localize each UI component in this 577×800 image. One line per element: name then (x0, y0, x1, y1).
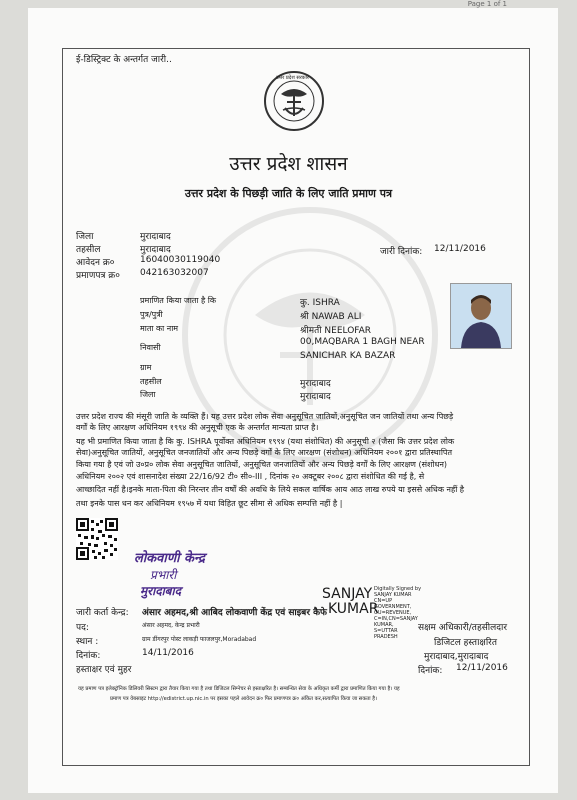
digital-signature-details: Digitally Signed by SANJAY KUMAR CN=UP GOVERNMENT, OU=REVENUE, C=IN,CN=SANJAY KUMAR, S=UTTAR PRADESH (374, 586, 422, 640)
qr-code-icon (76, 518, 118, 560)
mother-label: माता का नाम (140, 324, 179, 333)
officer-digital-sign: डिजिटल हस्ताक्षरित (434, 638, 497, 648)
body-line-8: तथा इनके पास धन कर अधिनियम १९५७ में यथा विहित छूट सीमा से अधिक सम्पत्ति नहीं है | (76, 499, 343, 508)
application-value: 16040030119040 (140, 255, 221, 265)
body-line-2: वर्गों के लिए आरक्षण अधिनियम १९९४ की अनुसूची एक के अन्तर्गत मान्यता प्राप्त है। (76, 423, 319, 432)
certificate-no-value: 042163032007 (140, 268, 209, 278)
certificate-no-label: प्रमाणपत्र क्र० (76, 271, 120, 281)
kendra-name: लोकवाणी केन्द्र (134, 551, 205, 566)
district-label: जिला (76, 232, 94, 242)
kendra-place: मुरादाबाद (140, 584, 182, 598)
officer-date-value: 12/11/2016 (456, 663, 508, 673)
officer-place: मुरादाबाद,मुरादाबाद (424, 652, 489, 662)
application-label: आवेदन क्र० (76, 258, 115, 268)
person-name: कु. ISHRA (300, 298, 340, 308)
footer-line-1: यह प्रमाण पत्र इलेक्ट्रॉनिक डिलिवरी सिस्टम द्वारा तैयार किया गया है तथा डिजिटल सिग्नेचर से हस्ताक्षरित है। सम्बन्धित सेवा के अधिकृत कर्मी द्वारा प्रमाणित किया गया है। यह (78, 686, 400, 692)
government-title: उत्तर प्रदेश शासन (229, 153, 348, 175)
issued-by-label: जारी कर्ता केन्द्र: (76, 608, 129, 618)
issuer-date-label: दिनांक: (76, 651, 101, 661)
person-district-label: जिला (140, 390, 156, 399)
body-line-7: आच्छादित नहीं है।इनके माता-पिता की निरन्तर तीन वर्षों की अवधि के लिये सकल वार्षिक आय आठ लाख रुपये या इससे अधिक नहीं है (76, 485, 465, 494)
sign-seal-label: हस्ताक्षर एवं मुहर (76, 665, 132, 675)
tehsil-value: मुरादाबाद (140, 245, 171, 255)
issue-date-value: 12/11/2016 (434, 244, 486, 254)
father-name: श्री NAWAB ALI (300, 312, 362, 322)
place-label: स्थान : (76, 637, 99, 647)
person-tehsil-label: तहसील (140, 377, 162, 386)
district-value: मुरादाबाद (140, 232, 171, 242)
signer-name-line2: KUMAR (328, 601, 379, 617)
body-line-3: यह भी प्रमाणित किया जाता है कि कु. ISHRA पूर्वोक्त अधिनियम १९९४ (यथा संशोधित) की अनुसूची २ (जैसा कि उत्तर प्रदेश लोक (76, 437, 455, 446)
certify-label: प्रमाणित किया जाता है कि (140, 296, 217, 305)
officer-date-label: दिनांक: (418, 666, 443, 676)
applicant-photo (450, 283, 512, 349)
tehsil-label: तहसील (76, 245, 101, 255)
issue-date-label: जारी दिनांक: (380, 247, 423, 257)
page-marker: Page 1 of 1 (467, 0, 507, 8)
resident-label: निवासी (140, 343, 161, 352)
header-note: ई-डिस्ट्रिक्ट के अन्तर्गत जारी.. (76, 55, 172, 65)
certificate-title: उत्तर प्रदेश के पिछड़ी जाति के लिए जाति प्रमाण पत्र (184, 187, 393, 200)
body-line-1: उत्तर प्रदेश राज्य की मंसूरी जाति के व्यक्ति हैं। यह उत्तर प्रदेश लोक सेवा अनुसूचित जातियों,अनुसूचित जन जातियों तथा अन्य पिछड़े (76, 412, 454, 421)
place-value: ग्राम डींगरपुर पोस्ट लाकड़ी फाजलपुर,Moradabad (142, 636, 257, 643)
body-line-6: अधिनियम २००२ एवं शासनादेश संख्या 22/16/92 टी० सी०-III , दिनांक २० अक्टूबर २००८ द्वारा संशोधित की गई है, से (76, 472, 425, 481)
parent-label: पुत्र/पुत्री (140, 310, 163, 319)
body-line-4: सेवा)अनुसूचित जातियों, अनुसूचित जनजातियों और अन्य पिछड़े वर्गों के लिए आरक्षण (संशोधन) अधिनियम २००१ द्वारा प्रतिस्थापित (76, 448, 452, 457)
mother-name: श्रीमती NEELOFAR (300, 326, 372, 336)
issuer-date-value: 14/11/2016 (142, 648, 194, 658)
address-line1: 00,MAQBARA 1 BAGH NEAR (300, 337, 425, 347)
officer-title: सक्षम अधिकारी/तहसीलदार (418, 623, 508, 633)
person-tehsil-value: मुरादाबाद (300, 379, 331, 389)
village-label: ग्राम (140, 363, 152, 372)
person-district-value: मुरादाबाद (300, 392, 331, 402)
issued-by-value: अंसार अहमद,श्री आबिद लोकवाणी केंद्र एवं साइबर कैफे (142, 608, 327, 618)
emblem-text: उत्तर प्रदेश सरकार (276, 75, 309, 81)
signer-name-line1: SANJAY (322, 586, 373, 602)
footer-line-2: प्रमाण पत्र वेबसाइट http://edistrict.up.nic.in पर इसका पहले आवेदन क्र० फिर प्रमाणपत्र क्र० अंकित कर,सत्यापित किया जा सकता है। (110, 696, 377, 702)
post-label: पद: (76, 623, 89, 633)
kendra-sign: प्रभारी (150, 568, 177, 582)
body-line-5: किया गया है एवं जो उ०प्र० लोक सेवा अनुसूचित जातियों, अनुसूचित जनजातियों और अन्य पिछड़े वर्गों के लिए आरक्षण (संशोधन) (76, 460, 448, 469)
address-line2: SANICHAR KA BAZAR (300, 351, 396, 361)
post-value: अंसार अहमद, केन्द्र प्रभारी (142, 622, 200, 629)
